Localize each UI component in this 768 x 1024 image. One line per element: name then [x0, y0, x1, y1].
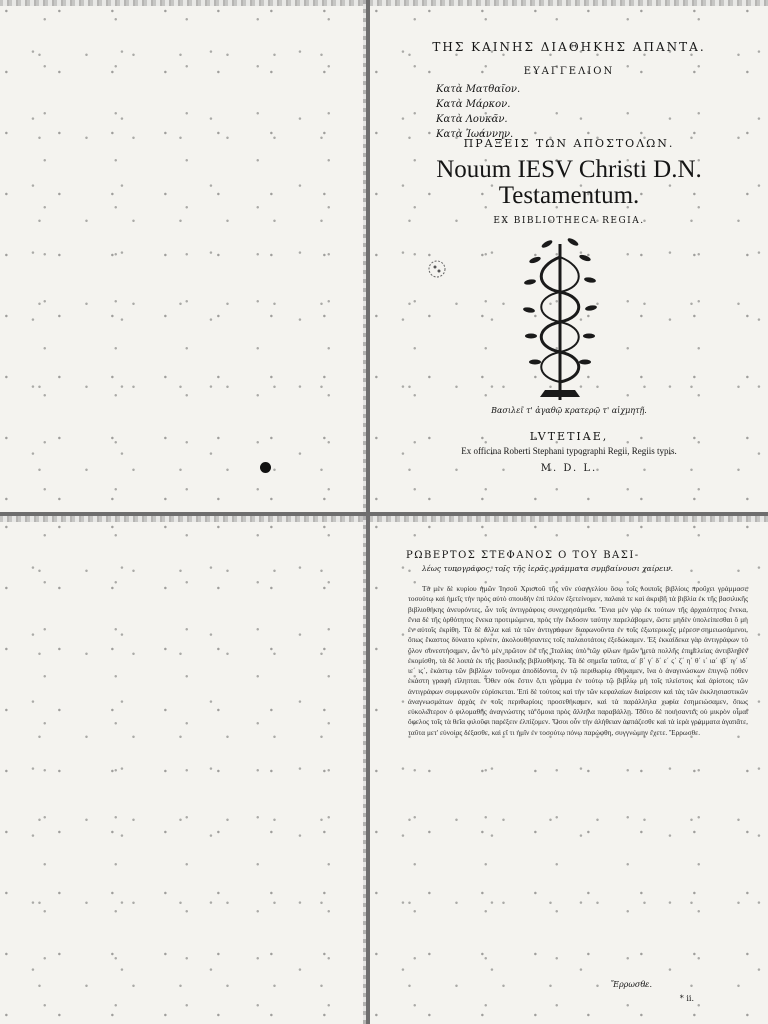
page-edge	[370, 516, 768, 522]
title-page	[370, 0, 768, 512]
page-edge	[363, 516, 366, 1024]
year: M. D. L.	[540, 463, 598, 474]
city: LVTETIAE,	[529, 430, 609, 443]
acts-title: ΠΡΑΞΕΙΣ ΤΩΝ ΑΠΟΣΤΟΛΩΝ.	[463, 137, 675, 150]
gospel-mark: Κατὰ Μάρκον.	[436, 99, 511, 110]
page-edge	[0, 0, 366, 6]
serpent-olive-device-icon	[515, 232, 605, 402]
preface-paragraph: Τὸ μὲν δὲ κυρίου ἡμῶν Ἰησοῦ Χριστοῦ τῆς νῦν εὐαγγελίου ὅσῳ τοῖς λοιποῖς βιβλίοις προὔχει γράμμασι, τοσούτῳ καὶ ἡμεῖς τὴν πρὸς αὐτὸ σπουδὴν ἐπὶ πλέον ἐξετείνομεν, παλαιά τε καὶ ἀκριβῆ τὰ βιβλία ἐκ τῆς βασιλικῆς βιβλιοθήκης ἀνευρόντες, ὧν τοῖς ἀντιγράφοις συνεχρησάμεθα. Ἔνια μὲν γὰρ ἐκ τούτων τῆς ἀρχαιότητος ἕνεκα, ἔνια δὲ τῆς ὀρθότητος ἕνεκα προτιμώμενα, πρὸς τὴν ἔκδοσιν ταύτην παρελάβομεν, ὥστε μηδὲν ὑπολείπεσθαι ὃ μὴ ἐν αὐτοῖς ἐκρίθη. Τὰ δὲ ἄλλα καὶ τὰ τῶν ἀντιγράφων διαφωνοῦντα ἐν τοῖς ἐξωτερικοῖς μέρεσι σημειωσάμενοι, ὅπως ἕκαστος δύναιτο κρίνειν, ἀκολουθήσαντες τοῖς παλαιοτάτοις ἐξεδώκαμεν. Ἐξ ἑκκαίδεκα γὰρ ἀντιγράφων τὸ ὅλον συνεστήσαμεν, ὧν τὸ μὲν πρῶτον ἐκ τῆς Ἰταλίας ὑπὸ τῶν φίλων ἡμῶν μετὰ πολλῆς ἐπιμελείας ἀντιβληθὲν ἐκομίσθη, τὰ δὲ λοιπὰ ἐκ τῆς βασιλικῆς βιβλιοθήκης. Τὰ δὲ σημεῖα ταῦτα, α΄ β΄ γ΄ δ΄ ε΄ ϛ΄ ζ΄ η΄ θ΄ ι΄ ια΄ ιβ΄ ιγ΄ ιδ΄ ιε΄ ιϛ΄, ἑκάστῳ τῶν βιβλίων τοὔνομα ἀποδίδοντα, ἐν τῷ περιθωρίῳ ἐθήκαμεν, ἵνα ὁ ἀναγινώσκων ἐπιγνῷ πόθεν ἑκάστη γραφὴ εἴληπται. Ὅθεν οὐκ ἔστιν ὅ,τι γράμμα ἐν τούτῳ τῷ βιβλίῳ μὴ τοῖς πλείστοις καὶ ἀρίστοις τῶν ἀντιγράφων συμφωνοῦν εὑρίσκεται. Ἐπὶ δὲ τούτοις καὶ τὴν τῶν κεφαλαίων διαίρεσιν καὶ τὰς τῶν ἐκκλησιαστικῶν ἀναγνωσμάτων ἀρχὰς ἐν τοῖς περιθωρίοις προσεθήκαμεν, καὶ τὰ παράλληλα χωρία ἐσημειώσαμεν, ὅπως εὐκολώτερον ὁ φιλομαθὴς ἀναγνώστης τὰ ὅμοια πρὸς ἄλληλα παραβάλλῃ. Τοῦτο δὲ ποιήσαντες οὐ μικρὸν οἶμαι ὄφελος τοῖς τὰ θεῖα φιλοῦσι παρέξειν ἐλπίζομεν. Ὅσοι οὖν τὴν ἀλήθειαν ἀσπάζεσθε καὶ τὰ ἱερὰ γράμματα ἀγαπᾶτε, ταῦτα μετ' εὐνοίας δέξασθε, καὶ εἴ τι ἡμῖν ἐν τοσούτῳ πόνῳ παρώφθη, συγγνώμην ἔχετε. Ἔρρωσθε.	[408, 584, 748, 737]
gospel-matthew: Κατὰ Ματθαῖον.	[436, 84, 521, 95]
preface-body	[408, 584, 748, 738]
motto: Βασιλεῖ τ' ἀγαθῷ κρατερῷ τ' αἰχμητῇ.	[491, 406, 647, 415]
latin-title-line1: Nouum IESV Christi D.N.	[436, 156, 702, 183]
printer-line: Ex officina Roberti Stephani typographi Regii, Regiis typis.	[461, 446, 677, 456]
ink-blot	[260, 462, 271, 473]
signature-mark: * ii.	[679, 994, 694, 1003]
page-edge	[370, 0, 768, 6]
page-edge	[363, 0, 366, 512]
preface-subheading: λέως τυπογράφος, τοῖς τῆς ἱερᾶς γράμματα συμβαίνουσι χαίρειν.	[422, 564, 673, 573]
latin-title-line2: Testamentum.	[498, 182, 640, 209]
gospel-title: ΕΥΑΓΓΕΛΙΟΝ	[523, 66, 615, 77]
title-header: ΤΗΣ ΚΑΙΝΗΣ ΔΙΑΘΗΚΗΣ ΑΠΑΝΤΑ.	[432, 40, 706, 54]
gospel-luke: Κατὰ Λουκᾶν.	[436, 114, 508, 125]
blank-page-bottom-left	[0, 516, 366, 1024]
stamp-icon	[426, 256, 448, 282]
library-line: EX BIBLIOTHECA REGIA.	[493, 216, 645, 226]
gospel-john: Κατὰ Ἰωάννην.	[436, 129, 514, 140]
preface-heading: ΡΩΒΕΡΤΟΣ ΣΤΕΦΑΝΟΣ Ο ΤΟΥ ΒΑΣΙ-	[406, 550, 640, 561]
page-edge	[0, 516, 366, 522]
blank-page-top-left	[0, 0, 366, 512]
preface-page	[370, 516, 768, 1024]
preface-closing: Ἔρρωσθε.	[610, 980, 652, 989]
